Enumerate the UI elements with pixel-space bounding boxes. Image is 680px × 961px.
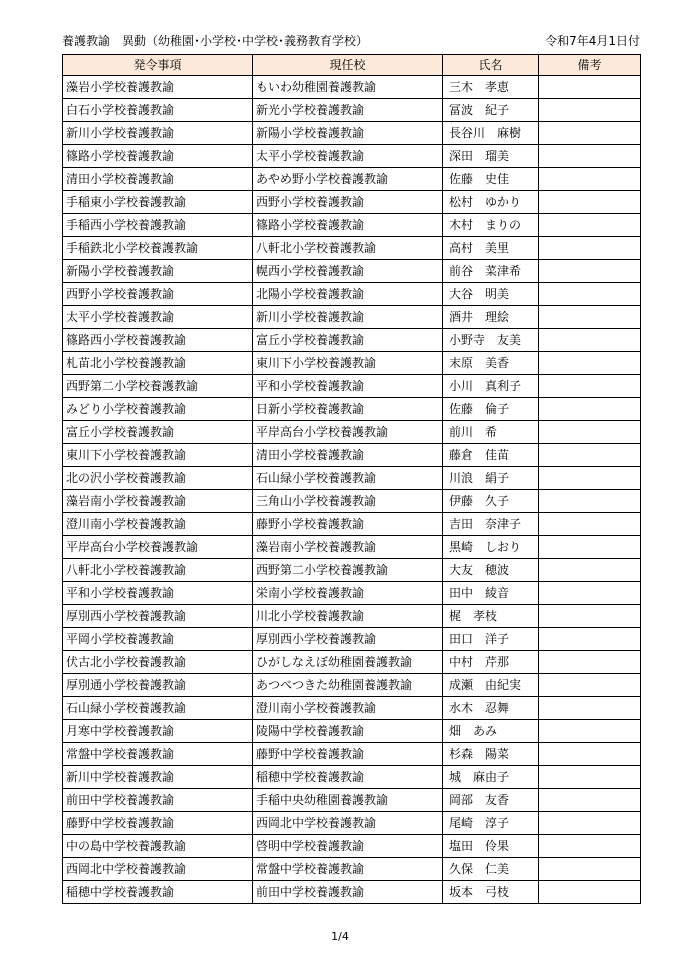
order-cell: 月寒中学校養護教諭 — [63, 720, 253, 743]
note-cell — [539, 421, 641, 444]
table-header — [63, 55, 641, 76]
current-school-cell: 川北小学校養護教諭 — [253, 605, 443, 628]
name-cell: 大谷 明美 — [443, 283, 539, 306]
current-school-cell: 八軒北小学校養護教諭 — [253, 237, 443, 260]
table-row — [63, 122, 641, 145]
name-cell: 酒井 理絵 — [443, 306, 539, 329]
effective-date: 令和7年4月1日付 — [545, 34, 640, 48]
transfer-table — [62, 54, 641, 904]
table-row — [63, 398, 641, 421]
name-cell: 小野寺 友美 — [443, 329, 539, 352]
current-school-cell: 新陽小学校養護教諭 — [253, 122, 443, 145]
order-cell: 厚別西小学校養護教諭 — [63, 605, 253, 628]
order-cell: 手稲鉄北小学校養護教諭 — [63, 237, 253, 260]
name-cell: 黒崎 しおり — [443, 536, 539, 559]
note-cell — [539, 490, 641, 513]
current-school-cell: もいわ幼稚園養護教諭 — [253, 76, 443, 99]
current-school-cell: 平和小学校養護教諭 — [253, 375, 443, 398]
name-cell: 木村 まりの — [443, 214, 539, 237]
order-cell: 札苗北小学校養護教諭 — [63, 352, 253, 375]
note-cell — [539, 214, 641, 237]
current-school-cell: 藤野中学校養護教諭 — [253, 743, 443, 766]
name-cell: 深田 瑠美 — [443, 145, 539, 168]
order-cell: 北の沢小学校養護教諭 — [63, 467, 253, 490]
note-cell — [539, 122, 641, 145]
order-cell: 澄川南小学校養護教諭 — [63, 513, 253, 536]
order-cell: 平和小学校養護教諭 — [63, 582, 253, 605]
current-school-cell: 藤野小学校養護教諭 — [253, 513, 443, 536]
note-cell — [539, 582, 641, 605]
order-cell: 手稲東小学校養護教諭 — [63, 191, 253, 214]
name-cell: 吉田 奈津子 — [443, 513, 539, 536]
table-row — [63, 283, 641, 306]
note-cell — [539, 145, 641, 168]
table-row — [63, 513, 641, 536]
note-cell — [539, 605, 641, 628]
current-school-cell: 稲穂中学校養護教諭 — [253, 766, 443, 789]
order-cell: 稲穂中学校養護教諭 — [63, 881, 253, 904]
name-cell: 長谷川 麻樹 — [443, 122, 539, 145]
table-row — [63, 352, 641, 375]
table-row — [63, 789, 641, 812]
name-cell: 前川 希 — [443, 421, 539, 444]
table-row — [63, 306, 641, 329]
current-school-cell: 澄川南小学校養護教諭 — [253, 697, 443, 720]
current-school-cell: 栄南小学校養護教諭 — [253, 582, 443, 605]
name-cell: 尾崎 淳子 — [443, 812, 539, 835]
name-cell: 三木 孝恵 — [443, 76, 539, 99]
current-school-cell: 三角山小学校養護教諭 — [253, 490, 443, 513]
order-cell: 清田小学校養護教諭 — [63, 168, 253, 191]
name-cell: 伊藤 久子 — [443, 490, 539, 513]
current-school-cell: 常盤中学校養護教諭 — [253, 858, 443, 881]
current-school-cell: 太平小学校養護教諭 — [253, 145, 443, 168]
table-row — [63, 674, 641, 697]
note-cell — [539, 697, 641, 720]
current-school-cell: 西野第二小学校養護教諭 — [253, 559, 443, 582]
table-row — [63, 858, 641, 881]
note-cell — [539, 398, 641, 421]
current-school-cell: 東川下小学校養護教諭 — [253, 352, 443, 375]
order-cell: 前田中学校養護教諭 — [63, 789, 253, 812]
order-cell: 東川下小学校養護教諭 — [63, 444, 253, 467]
note-cell — [539, 674, 641, 697]
note-cell — [539, 76, 641, 99]
order-cell: 厚別通小学校養護教諭 — [63, 674, 253, 697]
name-cell: 佐藤 史佳 — [443, 168, 539, 191]
current-school-cell: 啓明中学校養護教諭 — [253, 835, 443, 858]
current-school-cell: 幌西小学校養護教諭 — [253, 260, 443, 283]
name-cell: 藤倉 佳苗 — [443, 444, 539, 467]
note-cell — [539, 260, 641, 283]
name-cell: 中村 芹那 — [443, 651, 539, 674]
note-cell — [539, 191, 641, 214]
name-cell: 塩田 伶果 — [443, 835, 539, 858]
current-school-cell: 富丘小学校養護教諭 — [253, 329, 443, 352]
name-cell: 末原 美香 — [443, 352, 539, 375]
order-cell: 石山緑小学校養護教諭 — [63, 697, 253, 720]
order-cell: 平岸高台小学校養護教諭 — [63, 536, 253, 559]
current-school-cell: 前田中学校養護教諭 — [253, 881, 443, 904]
name-cell: 冨波 紀子 — [443, 99, 539, 122]
current-school-cell: あやめ野小学校養護教諭 — [253, 168, 443, 191]
document-title: 養護教諭 異動（幼稚園･小学校･中学校･義務教育学校） — [62, 34, 369, 48]
note-cell — [539, 99, 641, 122]
note-cell — [539, 651, 641, 674]
order-cell: 藻岩小学校養護教諭 — [63, 76, 253, 99]
table-row — [63, 720, 641, 743]
header-row — [63, 55, 641, 76]
table-row — [63, 881, 641, 904]
order-cell: 手稲西小学校養護教諭 — [63, 214, 253, 237]
current-school-cell: 手稲中央幼稚園養護教諭 — [253, 789, 443, 812]
name-cell: 川浪 絹子 — [443, 467, 539, 490]
table-row — [63, 237, 641, 260]
table-row — [63, 812, 641, 835]
order-cell: 平岡小学校養護教諭 — [63, 628, 253, 651]
note-cell — [539, 329, 641, 352]
table-row — [63, 168, 641, 191]
note-cell — [539, 812, 641, 835]
table-row — [63, 214, 641, 237]
current-school-cell: 石山緑小学校養護教諭 — [253, 467, 443, 490]
name-cell: 久保 仁美 — [443, 858, 539, 881]
table-row — [63, 375, 641, 398]
order-cell: 伏古北小学校養護教諭 — [63, 651, 253, 674]
note-cell — [539, 789, 641, 812]
order-cell: 常盤中学校養護教諭 — [63, 743, 253, 766]
current-school-cell: 厚別西小学校養護教諭 — [253, 628, 443, 651]
column-header-note: 備考 — [539, 55, 641, 76]
table-row — [63, 260, 641, 283]
table-row — [63, 444, 641, 467]
table-row — [63, 582, 641, 605]
order-cell: 白石小学校養護教諭 — [63, 99, 253, 122]
document-header — [62, 32, 640, 50]
table-row — [63, 191, 641, 214]
name-cell: 畑 あみ — [443, 720, 539, 743]
order-cell: 篠路小学校養護教諭 — [63, 145, 253, 168]
order-cell: 太平小学校養護教諭 — [63, 306, 253, 329]
current-school-cell: ひがしなえぼ幼稚園養護教諭 — [253, 651, 443, 674]
table-row — [63, 835, 641, 858]
name-cell: 田口 洋子 — [443, 628, 539, 651]
table-row — [63, 421, 641, 444]
note-cell — [539, 559, 641, 582]
note-cell — [539, 881, 641, 904]
current-school-cell: 日新小学校養護教諭 — [253, 398, 443, 421]
name-cell: 松村 ゆかり — [443, 191, 539, 214]
current-school-cell: 藻岩南小学校養護教諭 — [253, 536, 443, 559]
order-cell: みどり小学校養護教諭 — [63, 398, 253, 421]
note-cell — [539, 835, 641, 858]
order-cell: 藤野中学校養護教諭 — [63, 812, 253, 835]
table-row — [63, 628, 641, 651]
table-row — [63, 467, 641, 490]
name-cell: 田中 綾音 — [443, 582, 539, 605]
table-row — [63, 651, 641, 674]
order-cell: 八軒北小学校養護教諭 — [63, 559, 253, 582]
column-header-order: 発令事項 — [63, 55, 253, 76]
column-header-name: 氏名 — [443, 55, 539, 76]
order-cell: 新川中学校養護教諭 — [63, 766, 253, 789]
table-row — [63, 559, 641, 582]
order-cell: 西野小学校養護教諭 — [63, 283, 253, 306]
name-cell: 岡部 友香 — [443, 789, 539, 812]
order-cell: 篠路西小学校養護教諭 — [63, 329, 253, 352]
name-cell: 成瀬 由紀実 — [443, 674, 539, 697]
table-row — [63, 697, 641, 720]
note-cell — [539, 467, 641, 490]
order-cell: 新陽小学校養護教諭 — [63, 260, 253, 283]
page-number: 1/4 — [331, 930, 349, 943]
name-cell: 水木 忍舞 — [443, 697, 539, 720]
table-row — [63, 605, 641, 628]
note-cell — [539, 168, 641, 191]
current-school-cell: 篠路小学校養護教諭 — [253, 214, 443, 237]
table-row — [63, 76, 641, 99]
order-cell: 富丘小学校養護教諭 — [63, 421, 253, 444]
current-school-cell: 西野小学校養護教諭 — [253, 191, 443, 214]
note-cell — [539, 352, 641, 375]
name-cell: 杉森 陽菜 — [443, 743, 539, 766]
table-row — [63, 329, 641, 352]
order-cell: 西岡北中学校養護教諭 — [63, 858, 253, 881]
name-cell: 小川 真利子 — [443, 375, 539, 398]
note-cell — [539, 858, 641, 881]
current-school-cell: 清田小学校養護教諭 — [253, 444, 443, 467]
name-cell: 前谷 菜津希 — [443, 260, 539, 283]
current-school-cell: 平岸高台小学校養護教諭 — [253, 421, 443, 444]
table-row — [63, 536, 641, 559]
name-cell: 坂本 弓枝 — [443, 881, 539, 904]
current-school-cell: 陵陽中学校養護教諭 — [253, 720, 443, 743]
note-cell — [539, 237, 641, 260]
note-cell — [539, 283, 641, 306]
note-cell — [539, 743, 641, 766]
current-school-cell: あつべつきた幼稚園養護教諭 — [253, 674, 443, 697]
table-row — [63, 766, 641, 789]
note-cell — [539, 306, 641, 329]
table-row — [63, 490, 641, 513]
table-row — [63, 743, 641, 766]
note-cell — [539, 375, 641, 398]
order-cell: 藻岩南小学校養護教諭 — [63, 490, 253, 513]
note-cell — [539, 444, 641, 467]
current-school-cell: 北陽小学校養護教諭 — [253, 283, 443, 306]
table-body — [63, 76, 641, 904]
note-cell — [539, 720, 641, 743]
name-cell: 城 麻由子 — [443, 766, 539, 789]
current-school-cell: 新光小学校養護教諭 — [253, 99, 443, 122]
note-cell — [539, 513, 641, 536]
name-cell: 高村 美里 — [443, 237, 539, 260]
name-cell: 大友 穂波 — [443, 559, 539, 582]
table-row — [63, 145, 641, 168]
current-school-cell: 新川小学校養護教諭 — [253, 306, 443, 329]
table-row — [63, 99, 641, 122]
order-cell: 中の島中学校養護教諭 — [63, 835, 253, 858]
name-cell: 梶 孝枝 — [443, 605, 539, 628]
order-cell: 西野第二小学校養護教諭 — [63, 375, 253, 398]
column-header-current-school: 現任校 — [253, 55, 443, 76]
order-cell: 新川小学校養護教諭 — [63, 122, 253, 145]
note-cell — [539, 628, 641, 651]
current-school-cell: 西岡北中学校養護教諭 — [253, 812, 443, 835]
name-cell: 佐藤 倫子 — [443, 398, 539, 421]
note-cell — [539, 766, 641, 789]
note-cell — [539, 536, 641, 559]
